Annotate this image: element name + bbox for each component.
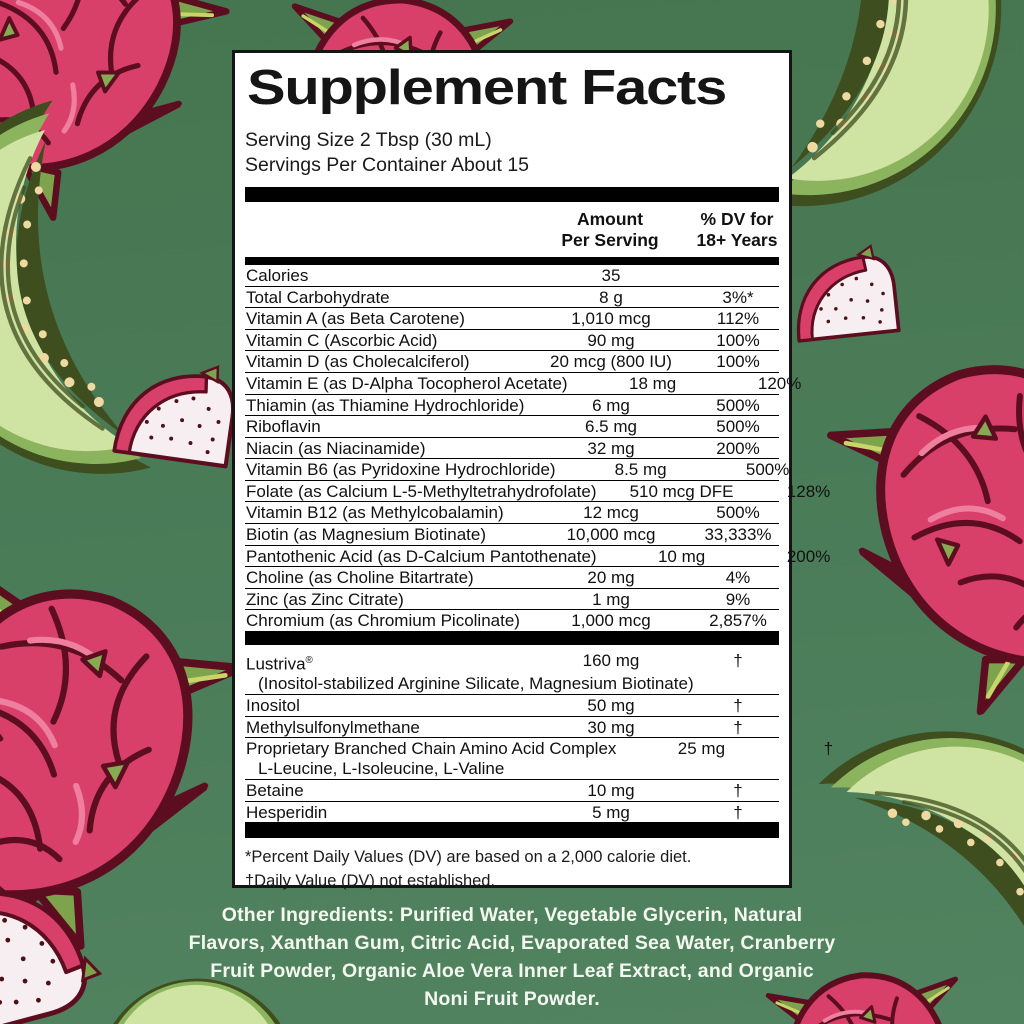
nutrient-amount: 35	[601, 265, 621, 285]
nutrient-amount: 8 g	[599, 287, 623, 307]
nutrient-name: Biotin (as Magnesium Biotinate)	[246, 525, 487, 545]
nutrient-name: Vitamin B6 (as Pyridoxine Hydrochloride)	[246, 460, 556, 480]
nutrient-name: Vitamin D (as Cholecalciferol)	[246, 352, 470, 372]
nutrient-amount: 8.5 mg	[614, 460, 667, 480]
divider-thick-bar	[245, 187, 779, 202]
nutrient-dv: 500%	[716, 395, 760, 415]
dragonfruit-slice-illustration	[103, 349, 250, 482]
footnote-daily-values: *Percent Daily Values (DV) are based on a 2,000 calorie diet.	[245, 848, 692, 867]
nutrient-dv: †	[733, 781, 743, 801]
table-row	[245, 502, 779, 524]
nutrient-dv: 200%	[716, 438, 760, 458]
nutrient-dv: 100%	[716, 352, 760, 372]
nutrient-dv: 3%*	[722, 287, 754, 307]
nutrient-amount: 5 mg	[592, 802, 630, 822]
nutrient-subtext: (Inositol-stabilized Arginine Silicate, Magnesium Biotinate)	[258, 674, 694, 694]
nutrient-name: Methylsulfonylmethane	[246, 717, 420, 737]
nutrient-dv: 500%	[716, 503, 760, 523]
nutrient-dv: †	[823, 739, 834, 759]
table-row	[245, 645, 779, 695]
amount-header: Amount Per Serving	[561, 208, 659, 250]
nutrient-name: Riboflavin	[246, 417, 321, 437]
nutrient-amount: 18 mg	[628, 373, 677, 393]
nutrient-amount: 20 mg	[587, 568, 635, 588]
nutrient-dv: †	[733, 696, 743, 716]
nutrient-name: Hesperidin	[246, 802, 328, 822]
nutrient-amount: 10 mg	[587, 781, 635, 801]
nutrient-name: Vitamin A (as Beta Carotene)	[246, 309, 465, 329]
nutrient-subtext: L-Leucine, L-Isoleucine, L-Valine	[258, 759, 505, 779]
table-row	[245, 416, 779, 438]
other-ingredients-line: Noni Fruit Powder.	[424, 988, 600, 1010]
table-row	[245, 524, 779, 546]
supplement-facts-title: Supplement Facts	[247, 61, 727, 115]
other-ingredients-text	[132, 901, 892, 1013]
nutrient-name: Vitamin E (as D-Alpha Tocopherol Acetate)	[246, 373, 568, 393]
nutrient-dv: 120%	[757, 373, 802, 393]
servings-per-container: Servings Per Container About 15	[245, 153, 530, 176]
nutrient-name: Vitamin C (Ascorbic Acid)	[246, 330, 438, 350]
proprietary-table	[245, 645, 834, 823]
nutrient-dv: 100%	[716, 330, 760, 350]
nutrient-name: Zinc (as Zinc Citrate)	[246, 589, 404, 609]
nutrient-name: Niacin (as Niacinamide)	[246, 438, 426, 458]
table-row	[245, 395, 779, 417]
table-row	[245, 567, 779, 589]
nutrient-table	[245, 265, 831, 632]
table-header	[245, 202, 779, 257]
nutrient-dv: 4%	[725, 568, 751, 588]
other-ingredients-line: Other Ingredients: Purified Water, Vegetable Glycerin, Natural	[221, 904, 803, 926]
nutrient-amount: 1,000 mcg	[571, 611, 651, 631]
footnote-dv-not-established: †Daily Value (DV) not established.	[245, 872, 496, 891]
nutrient-amount: 20 mcg (800 IU)	[550, 352, 672, 372]
nutrient-name: Betaine	[246, 781, 304, 801]
nutrient-dv: †	[733, 717, 743, 737]
table-row	[245, 695, 779, 717]
table-row	[245, 610, 779, 632]
nutrient-name: Lustriva®	[246, 654, 313, 674]
nutrient-dv: 500%	[745, 460, 790, 480]
nutrient-name: Inositol	[246, 696, 300, 716]
nutrient-dv: †	[733, 802, 743, 822]
nutrient-name: Proprietary Branched Chain Amino Acid Complex	[246, 739, 617, 759]
nutrient-dv: 33,333%	[704, 525, 772, 545]
table-row	[245, 717, 779, 739]
dv-header: % DV for 18+ Years	[696, 208, 778, 250]
nutrient-amount: 25 mg	[677, 739, 726, 759]
nutrient-amount: 1 mg	[592, 589, 630, 609]
nutrient-name: Pantothenic Acid (as D-Calcium Pantothenate)	[246, 546, 597, 566]
melon-slice-illustration	[751, 0, 1024, 251]
nutrient-amount: 30 mg	[587, 717, 635, 737]
nutrient-dv: 500%	[716, 417, 760, 437]
divider-end-bar	[245, 823, 779, 838]
table-row	[245, 308, 779, 330]
nutrient-name: Choline (as Choline Bitartrate)	[246, 568, 474, 588]
nutrient-amount: 510 mcg DFE	[629, 481, 734, 501]
nutrient-dv	[696, 266, 780, 286]
nutrient-amount: 160 mg	[582, 651, 640, 671]
supplement-facts-panel	[232, 50, 834, 891]
nutrient-amount: 6 mg	[592, 395, 630, 415]
nutrient-amount: 10,000 mcg	[566, 525, 656, 545]
divider-medium-bar	[245, 257, 779, 265]
nutrient-name: Calories	[246, 265, 309, 285]
table-row	[245, 351, 779, 373]
nutrient-amount: 10 mg	[657, 546, 706, 566]
table-row	[245, 265, 779, 287]
nutrient-amount: 32 mg	[587, 438, 635, 458]
serving-size: Serving Size 2 Tbsp (30 mL)	[245, 128, 492, 151]
nutrient-amount: 90 mg	[587, 330, 635, 350]
nutrient-dv: 9%	[725, 589, 751, 609]
divider-section-bar	[245, 632, 779, 645]
table-row	[245, 287, 779, 309]
nutrient-name: Thiamin (as Thiamine Hydrochloride)	[246, 395, 525, 415]
table-row	[245, 459, 790, 481]
table-row	[245, 330, 779, 352]
table-row	[245, 546, 831, 568]
other-ingredients-line: Flavors, Xanthan Gum, Citric Acid, Evaporated Sea Water, Cranberry	[188, 932, 836, 954]
nutrient-amount: 12 mcg	[583, 503, 639, 523]
table-row	[245, 802, 779, 824]
dragonfruit-slice-illustration	[781, 240, 909, 355]
other-ingredients-line: Fruit Powder, Organic Aloe Vera Inner Leaf Extract, and Organic	[210, 960, 814, 982]
table-row	[245, 438, 779, 460]
nutrient-amount: 6.5 mg	[585, 417, 637, 437]
table-row	[245, 780, 779, 802]
nutrient-dv: †	[733, 651, 743, 671]
table-row	[245, 373, 802, 395]
table-row	[245, 589, 779, 611]
nutrient-name: Total Carbohydrate	[246, 287, 390, 307]
table-row	[245, 481, 831, 503]
nutrient-name: Folate (as Calcium L-5-Methyltetrahydrofolate)	[246, 481, 597, 501]
nutrient-dv: 2,857%	[709, 611, 767, 631]
nutrient-amount: 50 mg	[587, 696, 635, 716]
nutrient-dv: 112%	[716, 309, 760, 329]
nutrient-dv: 200%	[786, 546, 831, 566]
table-row	[245, 738, 834, 780]
nutrient-dv: 128%	[786, 481, 831, 501]
nutrient-name: Chromium (as Chromium Picolinate)	[246, 611, 520, 631]
nutrient-amount: 1,010 mcg	[571, 309, 651, 329]
nutrient-name: Vitamin B12 (as Methylcobalamin)	[246, 503, 504, 523]
